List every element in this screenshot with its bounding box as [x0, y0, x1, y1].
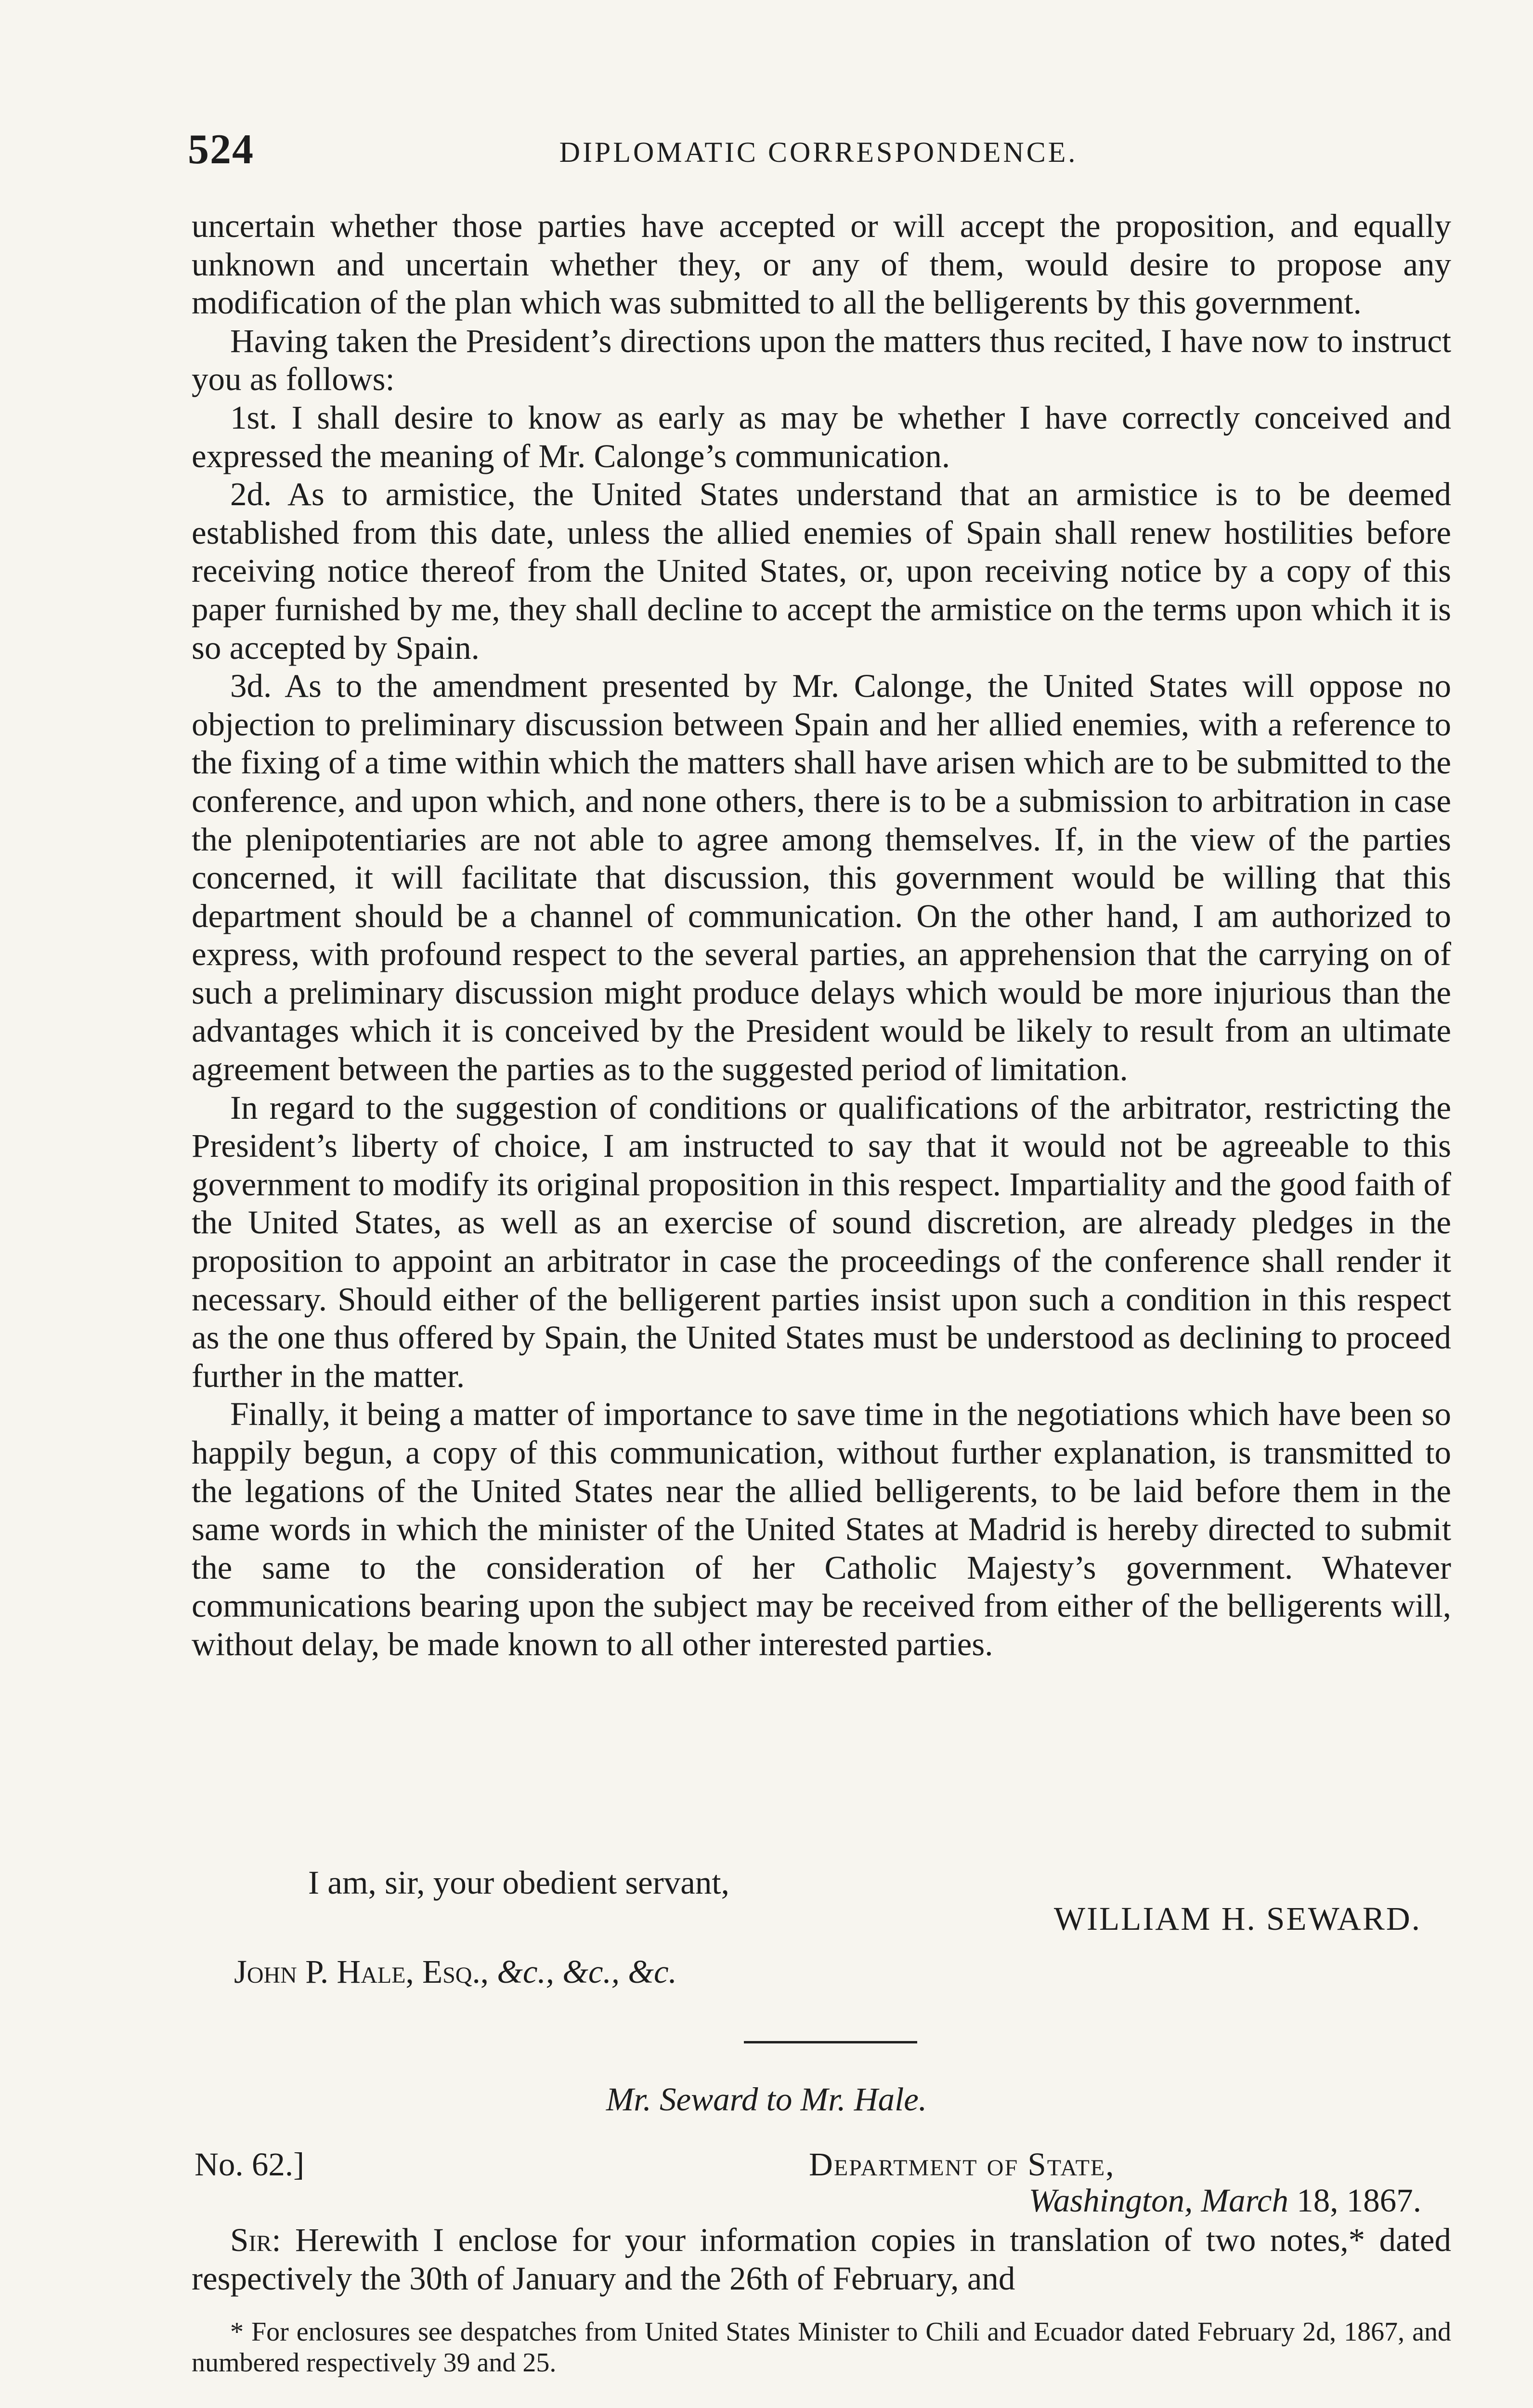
letter-62-text: Herewith I enclose for your information copies in translation of two notes,* dated respectively the 30th of January and the 26th of February, and: [192, 2222, 1452, 2297]
signature: WILLIAM H. SEWARD.: [1053, 1900, 1421, 1937]
dateline-place: Washington, March: [1028, 2182, 1288, 2219]
paragraph-arbitrator: In regard to the suggestion of conditions or qualifications of the arbitrator, restricting the President’s liberty of choice, I am instructed to say that it would not be agreeable to this government to modify its original proposition in this respect. Impartiality and the good faith of the United States, as well as an exercise of sound discretion, are already pledges in the proposition to appoint an arbitrator in case the proceedings of the conference shall render it necessary. Should either of the belligerent parties insist upon such a condition in this respect as the one thus offered by Spain, the United States must be understood as declining to proceed further in the matter.: [192, 1089, 1451, 1394]
closing-line: I am, sir, your obedient servant,: [308, 1864, 729, 1901]
addressee: [234, 1953, 677, 1991]
footnote-text: * For enclosures see despatches from United States Minister to Chili and Ecuador dated February 2d, 1867, and numbered respectively 39 and 25.: [192, 2317, 1451, 2378]
paragraph-continuation: uncertain whether those parties have accepted or will accept the proposition, and equally unknown and uncertain whether they, or any of them, would desire to propose any modification of the plan which was submitted to all the belligerents by this government.: [192, 208, 1451, 321]
section-divider: [744, 2041, 917, 2043]
letter-62-first-paragraph: [192, 2221, 1451, 2298]
letter-body-continued: [192, 207, 1451, 1664]
paragraph-amendment: 3d. As to the amendment presented by Mr. Calonge, the United States will oppose no objection to preliminary discussion between Spain and her allied enemies, with a reference to the fixing of a time within which the matters shall have arisen which are to be submitted to the conference, and upon which, and none others, there is to be a submission to arbitration in case the plenipotentiaries are not able to agree among themselves. If, in the view of the parties concerned, it will facilitate that discussion, this government would be willing that this department should be a channel of communication. On the other hand, I am authorized to express, with profound respect to the several parties, an apprehension that the carrying on of such a preliminary discussion might produce delays which would be more injurious than the advantages which it is conceived by the President would be likely to result from an ultimate agreement between the parties as to the suggested period of limitation.: [192, 667, 1451, 1088]
letter-62-body: [192, 2221, 1451, 2298]
department-name: Department of State,: [809, 2146, 1115, 2183]
addressee-name: John P. Hale, Esq.,: [234, 1953, 489, 1990]
footnote: [192, 2316, 1451, 2378]
salutation: Sir:: [230, 2222, 281, 2258]
letter-heading: Mr. Seward to Mr. Hale.: [606, 2081, 927, 2118]
paragraph-instructions: Having taken the President’s directions upon the matters thus recited, I have now to instruct you as follows:: [192, 322, 1451, 398]
paragraph-armistice: 2d. As to armistice, the United States understand that an armistice is to be deemed established from this date, unless the allied enemies of Spain shall renew hostilities before receiving notice thereof from the United States, or, upon receiving notice by a copy of this paper furnished by me, they shall decline to accept the armistice on the terms upon which it is so accepted by Spain.: [192, 476, 1451, 666]
dateline-date: 18, 1867.: [1297, 2182, 1421, 2219]
addressee-etc: &c., &c., &c.: [497, 1953, 677, 1990]
running-title: DIPLOMATIC CORRESPONDENCE.: [559, 136, 1078, 168]
paragraph-first-point: 1st. I shall desire to know as early as may be whether I have correctly conceived and expressed the meaning of Mr. Calonge’s communication.: [192, 399, 1451, 474]
letter-number: No. 62.]: [195, 2146, 305, 2183]
running-head: [188, 125, 1449, 178]
page-number: 524: [188, 126, 254, 173]
dateline: [1029, 2182, 1421, 2220]
paragraph-finally: Finally, it being a matter of importance to save time in the negotiations which have been so happily begun, a copy of this communication, without further explanation, is transmitted to the legations of the United States near the allied belligerents, to be laid before them in the same words in which the minister of the United States at Madrid is hereby directed to submit the same to the consideration of her Catholic Majesty’s government. Whatever communications bearing upon the subject may be received from either of the belligerents will, without delay, be made known to all other interested parties.: [192, 1396, 1451, 1662]
